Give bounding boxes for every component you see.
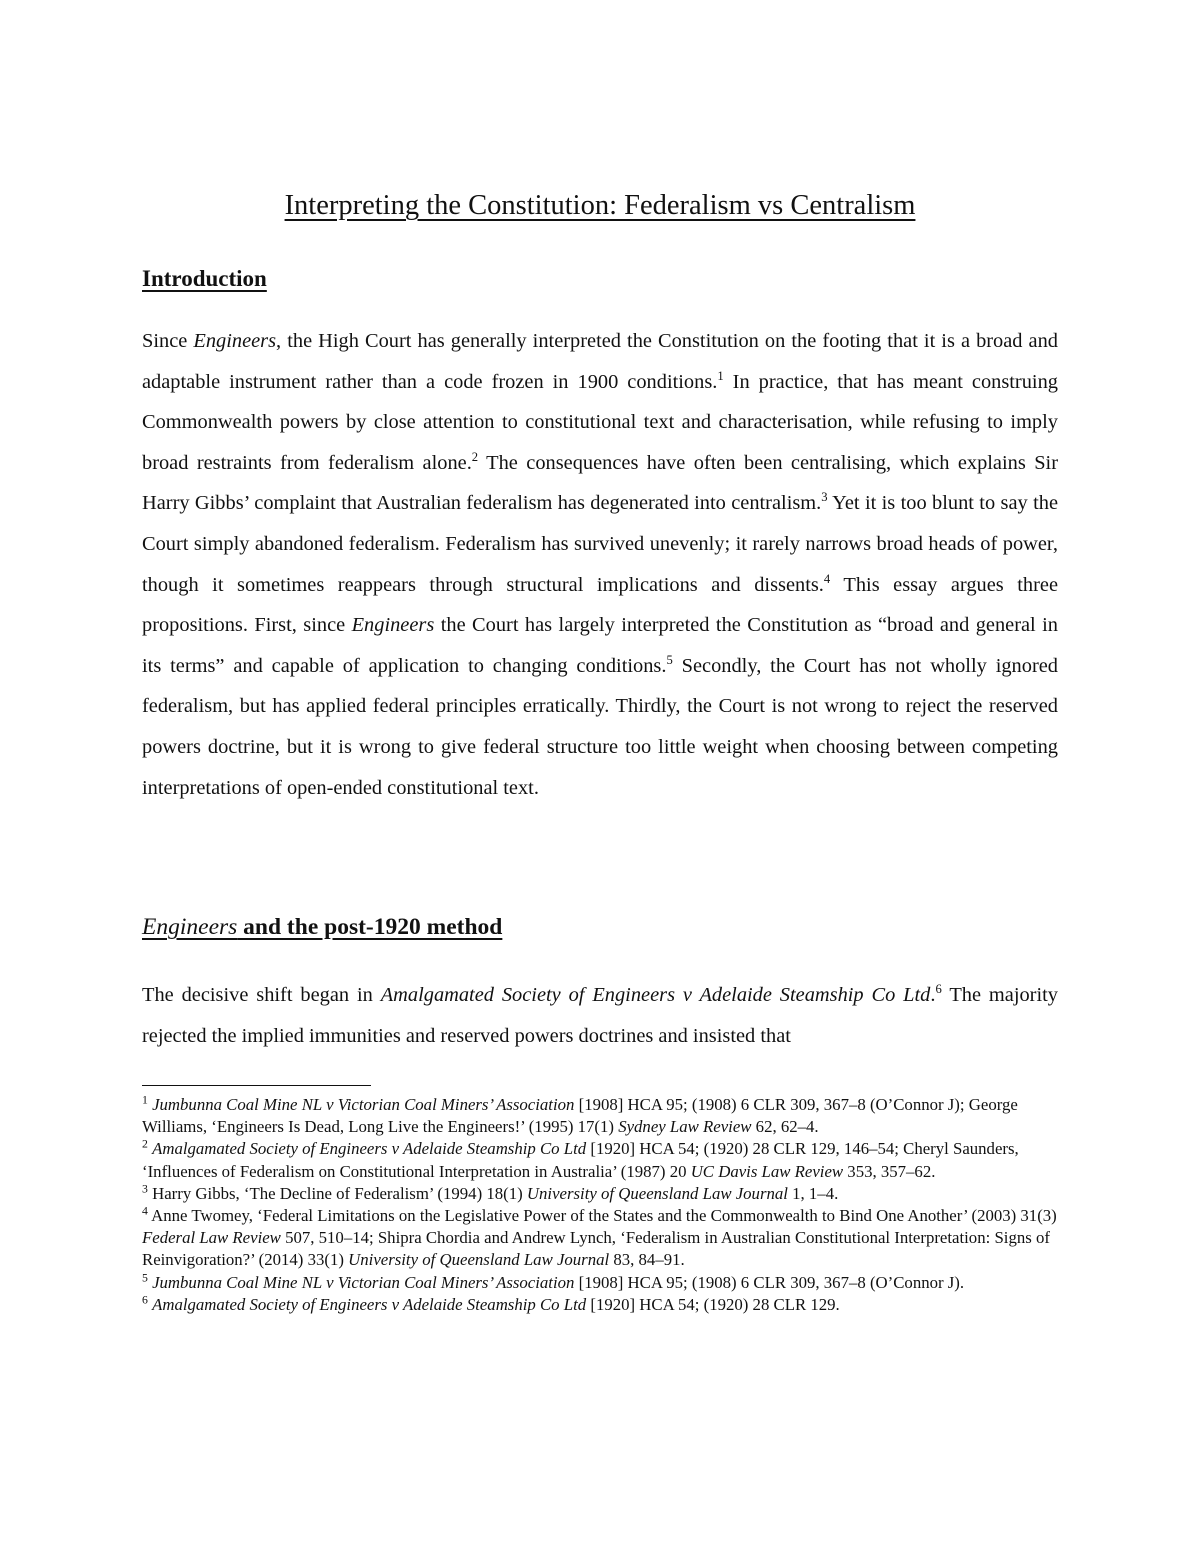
footnote-number: 6: [142, 1293, 148, 1307]
footnote-6-italic-text: Amalgamated Society of Engineers v Adelaide Steamship Co Ltd: [152, 1294, 587, 1314]
footnote-1-italic-text: Jumbunna Coal Mine NL v Victorian Coal Miners’ Association: [152, 1095, 575, 1114]
footnote-separator: [142, 1085, 371, 1086]
section-heading-engineers-italic: Engineers: [142, 914, 238, 940]
section-heading-engineers-rest: and the post-1920 method: [237, 914, 503, 940]
section-heading-introduction: Introduction: [142, 266, 267, 291]
paragraph-engineers-italic-text: Amalgamated Society of Engineers v Adelaide Steamship Co Ltd: [380, 984, 931, 1006]
footnote-ref-5: 5: [666, 652, 673, 667]
footnote-ref-4: 4: [823, 571, 831, 586]
paragraph-introduction-italic-text: Engineers: [193, 330, 277, 352]
footnote-number: 3: [142, 1182, 148, 1196]
paragraph-introduction-italic-text: Engineers: [351, 614, 435, 637]
footnote-2-italic-text: Amalgamated Society of Engineers v Adelaide Steamship Co Ltd: [152, 1139, 587, 1159]
footnote-number: 1: [142, 1093, 148, 1107]
footnote-3-italic-text: University of Queensland Law Journal: [526, 1183, 788, 1203]
footnotes: [142, 1094, 1062, 1316]
section-heading-engineers: [142, 914, 502, 941]
footnote-1-italic-text: Sydney Law Review: [618, 1117, 752, 1137]
footnote-3: $^3$ Harry Gibbs, ‘The Decline of Federalism’ (1994) 18(1) University of Queensland Law Journal 1, 1–4.: [142, 1182, 839, 1203]
paragraph-introduction: Since Engineers, the High Court has generally interpreted the Constitution on the footing that it is a broad and adaptable instrument rather than a code frozen in 1900 conditions.$^1$ In practice, that has meant construing Commonwealth powers by close attention to constitutional text and characterisation, while refusing to imply broad restraints from federalism alone.$^2$ The consequences have often been centralising, which explains Sir Harry Gibbs’ complaint that Australian federalism has degenerated into centralism.$^3$ Yet it is too blunt to say the Court simply abandoned federalism. Federalism has survived unevenly; it rarely narrows broad heads of power, though it sometimes reappears through structural implications and dissents.$^4$ This essay argues three propositions. First, since Engineers the Court has largely interpreted the Constitution as “broad and general in its terms” and capable of application to changing conditions.$^5$ Secondly, the Court has not wholly ignored federalism, but has applied federal principles erratically. Thirdly, the Court is not wrong to reject the reserved powers doctrine, but it is wrong to give federal structure too little weight when choosing between competing interpretations of open-ended constitutional text.: [142, 330, 1058, 799]
footnote-ref-1: 1: [717, 368, 724, 383]
footnote-1: $^1$ Jumbunna Coal Mine NL v Victorian Coal Miners’ Association [1908] HCA 95; (1908) 6 CLR 309, 367–8 (O’Connor J); George Williams, ‘Engineers Is Dead, Long Live the Engineers!’ (1995) 17(1) Sydney Law Review 62, 62–4.: [142, 1093, 1018, 1137]
footnote-number: 2: [142, 1137, 148, 1151]
paragraph-engineers: The decisive shift began in Amalgamated Society of Engineers v Adelaide Steamship Co Ltd.$^6$ The majority rejected the implied immunities and reserved powers doctrines and insisted that: [142, 982, 1058, 1047]
footnote-number: 4: [142, 1204, 148, 1218]
footnote-ref-3: 3: [821, 490, 828, 505]
footnote-4-italic-text: University of Queensland Law Journal: [348, 1250, 610, 1270]
footnote-6: $^6$ Amalgamated Society of Engineers v Adelaide Steamship Co Ltd [1920] HCA 54; (1920) 28 CLR 129.: [142, 1293, 840, 1314]
footnote-ref-6: 6: [935, 982, 942, 997]
footnote-2-italic-text: UC Davis Law Review: [690, 1161, 844, 1181]
footnote-2: $^2$ Amalgamated Society of Engineers v Adelaide Steamship Co Ltd [1920] HCA 54; (1920) 28 CLR 129, 146–54; Cheryl Saunders, ‘Influences of Federalism on Constitutional Interpretation in Australia’ (1987) 20 UC Davis Law Review 353, 357–62.: [142, 1137, 1019, 1181]
footnote-5: $^5$ Jumbunna Coal Mine NL v Victorian Coal Miners’ Association [1908] HCA 95; (1908) 6 CLR 309, 367–8 (O’Connor J).: [142, 1271, 965, 1292]
footnote-number: 5: [142, 1271, 148, 1285]
footnote-5-italic-text: Jumbunna Coal Mine NL v Victorian Coal Miners’ Association: [152, 1272, 575, 1292]
footnote-4-italic-text: Federal Law Review: [142, 1228, 281, 1248]
document-title: Interpreting the Constitution: Federalism vs Centralism: [284, 190, 916, 221]
footnote-ref-2: 2: [471, 449, 479, 464]
footnote-4: $^4$ Anne Twomey, ‘Federal Limitations on the Legislative Power of the States and the Commonwealth to Bind One Another’ (2003) 31(3) Federal Law Review 507, 510–14; Shipra Chordia and Andrew Lynch, ‘Federalism in Australian Constitutional Interpretation: Signs of Reinvigoration?’ (2014) 33(1) University of Queensland Law Journal 83, 84–91.: [142, 1204, 1057, 1270]
